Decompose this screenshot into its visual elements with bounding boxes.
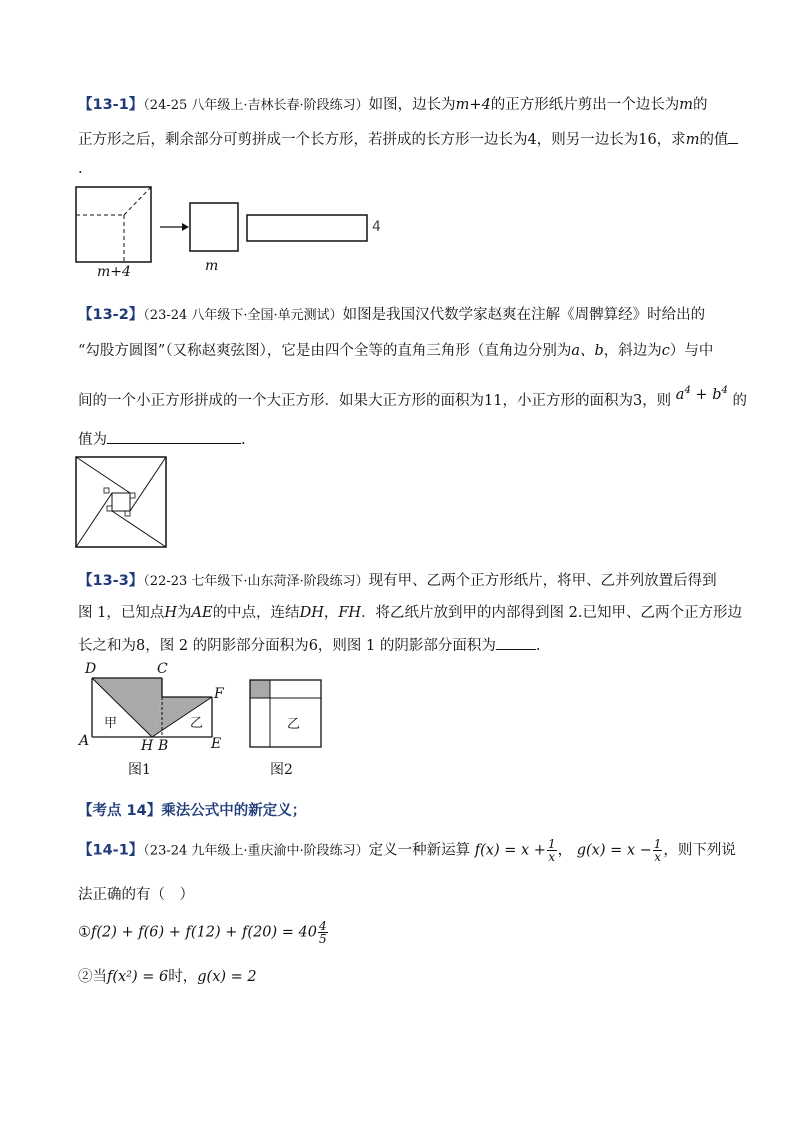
q13-2-line2: “勾股方圆图”（又称赵爽弦图），它是由四个全等的直角三角形（直角边分别为a、b，斜边为c）与中 [78, 343, 714, 359]
answer-blank[interactable] [496, 634, 536, 650]
figure-2-caption: 图2 [270, 762, 293, 778]
question-source: （24-25 八年级上·吉林长春·阶段练习） [143, 98, 369, 113]
label-C: C [157, 661, 168, 677]
section-title: 【考点 14】乘法公式中的新定义； [78, 803, 307, 819]
label-D: D [85, 661, 97, 677]
question-tag: 【13-1】 [78, 97, 144, 113]
question-tag: 【14-1】 [78, 842, 144, 859]
q14-1-line2: 法正确的有（ ） [78, 887, 194, 903]
q13-2-line3: 间的一个小正方形拼成的一个大正方形．如果大正方形的面积为11，小正方形的面积为3，则 $a^4 + b^4$ 的 [78, 385, 747, 409]
label-E: E [211, 736, 222, 752]
q13-1-line2: 正方形之后，剩余部分可剪拼成一个长方形，若拼成的长方形一边长为4，则另一边长为16，求m的值 [78, 128, 738, 151]
q13-2-line4: 值为 . [78, 428, 246, 451]
label-A: A [79, 733, 90, 749]
zhao-shuang-diagram [74, 455, 170, 551]
option-2[interactable]: ②当f(x²) = 6时，g(x) = 2 [78, 969, 257, 985]
q13-3-figure-2 [246, 675, 326, 751]
question-source: （23-24 八年级下·全国·单元测试） [143, 308, 343, 323]
q13-2-line1: 【13-2】（23-24 八年级下·全国·单元测试）如图是我国汉代数学家赵爽在注解《周髀算经》时给出的 [78, 307, 706, 323]
label-yi-fig2: 乙 [287, 717, 301, 732]
option-1[interactable]: ①f(2) + f(6) + f(12) + f(20) = 40 $\frac{4}{5}$ [78, 919, 327, 946]
q13-3-line1: 【13-3】（22-23 七年级下·山东菏泽·阶段练习）现有甲、乙两个正方形纸片，将甲、乙并列放置后得到 [78, 573, 717, 589]
question-tag: 【13-2】 [78, 307, 144, 323]
answer-blank[interactable] [728, 128, 738, 144]
label-F: F [214, 686, 224, 702]
question-source: （23-24 九年级上·重庆渝中·阶段练习） [143, 843, 369, 859]
label-m: m [205, 258, 219, 274]
label-jia: 甲 [104, 716, 118, 731]
label-B: B [158, 738, 169, 754]
q13-3-line2: 图 1，已知点H为AE的中点，连结DH，FH．将乙纸片放到甲的内部得到图 2.已知甲、乙两个正方形边 [78, 605, 743, 621]
question-source: （22-23 七年级下·山东菏泽·阶段练习） [143, 574, 369, 589]
q13-3-line3: 长之和为8，图 2 的阴影部分面积为6，则图 1 的阴影部分面积为 . [78, 634, 540, 657]
label-H: H [141, 738, 154, 754]
label-yi-fig1: 乙 [190, 716, 204, 731]
q13-1-line3: . [78, 161, 83, 177]
q13-3-figure-1 [78, 665, 238, 775]
q14-1-line1: 【14-1】（23-24 九年级上·重庆渝中·阶段练习）定义一种新运算 f(x) = x + $\frac{1}{x}$ ， g(x) = x − $\frac{1}{x}$ ，则下列说 [78, 837, 736, 864]
q13-1-line1: 【13-1】（24-25 八年级上·吉林长春·阶段练习）如图，边长为m+4的正方形纸片剪出一个边长为m的 [78, 97, 708, 113]
answer-blank[interactable] [107, 428, 241, 444]
figure-1-caption: 图1 [128, 762, 151, 778]
question-tag: 【13-3】 [78, 573, 144, 589]
label-m-plus-4: m+4 [97, 264, 131, 280]
label-4: 4 [372, 219, 381, 235]
